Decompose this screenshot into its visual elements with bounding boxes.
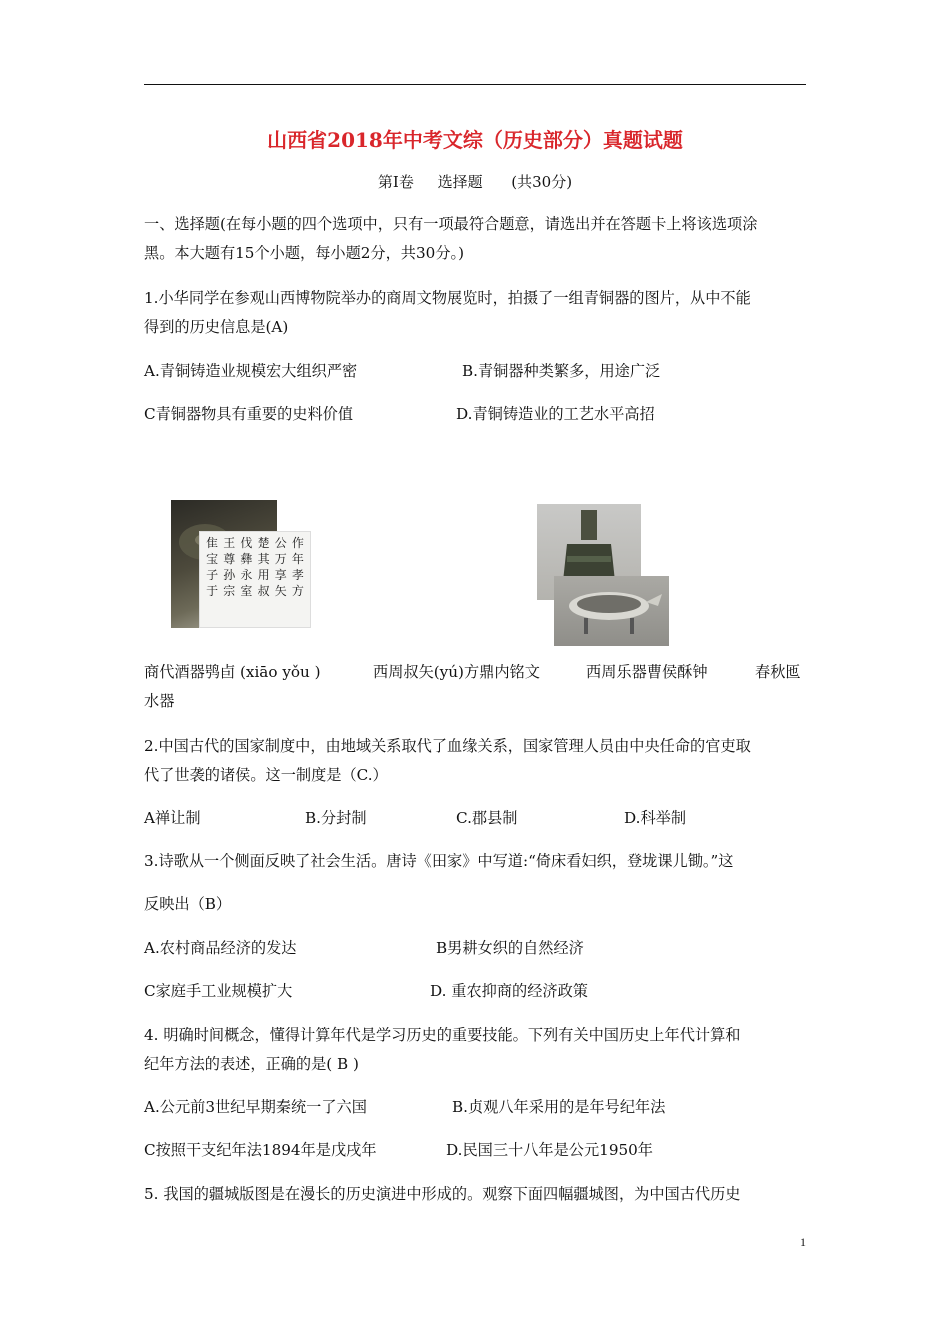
inscription-glyph: 孙 bbox=[223, 568, 236, 582]
page-title: 山西省2018年中考文综（历史部分）真题试题 bbox=[267, 128, 683, 152]
q2-option-c: C.郡县制 bbox=[456, 809, 518, 827]
inscription-glyph: 宗 bbox=[223, 584, 236, 598]
q2-stem-line1: 2.中国古代的国家制度中，由地域关系取代了血缘关系，国家管理人员由中央任命的官吏取 bbox=[144, 737, 751, 755]
inscription-glyph: 作 bbox=[291, 536, 304, 550]
caption-yi-vessel-cont: 水器 bbox=[144, 692, 175, 710]
inscription-glyph: 彝 bbox=[240, 552, 253, 566]
inscription-glyph: 于 bbox=[206, 584, 219, 598]
q4-option-b: B.贞观八年采用的是年号纪年法 bbox=[452, 1098, 666, 1116]
inscription-glyph: 王 bbox=[223, 536, 236, 550]
inscription-glyph: 万 bbox=[274, 552, 287, 566]
caption-yi-vessel: 春秋匜 bbox=[755, 663, 801, 681]
inscription-glyph: 隹 bbox=[206, 536, 219, 550]
inscription-glyph: 年 bbox=[291, 552, 304, 566]
header-rule bbox=[144, 84, 806, 85]
bronze-yi-water-vessel-photo bbox=[554, 576, 669, 646]
q3-option-a: A.农村商品经济的发达 bbox=[144, 939, 297, 957]
caption-bell: 西周乐器曹侯酥钟 bbox=[586, 663, 708, 681]
section-instructions-line1: 一、选择题(在每小题的四个选项中，只有一项最符合题意，请选出并在答题卡上将该选项涂 bbox=[144, 215, 758, 233]
q2-option-d: D.科举制 bbox=[624, 809, 687, 827]
inscription-glyph: 矢 bbox=[274, 584, 287, 598]
inscription-rubbing-photo bbox=[199, 531, 311, 628]
q1-stem-line1: 1.小华同学在参观山西博物院举办的商周文物展览时，拍摄了一组青铜器的图片，从中不能 bbox=[144, 289, 751, 307]
q3-stem-line2: 反映出（B） bbox=[144, 895, 232, 913]
q4-option-a: A.公元前3世纪早期秦统一了六国 bbox=[144, 1098, 367, 1116]
inscription-glyph: 孝 bbox=[291, 568, 304, 582]
q3-stem-line1: 3.诗歌从一个侧面反映了社会生活。唐诗《田家》中写道:“倚床看妇织，登垅课儿锄。”这 bbox=[144, 852, 734, 870]
inscription-glyph: 永 bbox=[240, 568, 253, 582]
inscription-glyph: 室 bbox=[240, 584, 253, 598]
q4-stem-line1: 4. 明确时间概念，懂得计算年代是学习历史的重要技能。下列有关中国历史上年代计算和 bbox=[144, 1026, 741, 1044]
inscription-glyph: 宝 bbox=[206, 552, 219, 566]
q5-stem-line1: 5. 我国的疆城版图是在漫长的历史演进中形成的。观察下面四幅疆城图，为中国古代历史 bbox=[144, 1185, 741, 1203]
q4-option-d: D.民国三十八年是公元1950年 bbox=[446, 1141, 653, 1159]
inscription-glyph: 其 bbox=[257, 552, 270, 566]
caption-inscription: 西周叔矢(yú)方鼎内铭文 bbox=[373, 663, 540, 681]
q2-stem-line2: 代了世袭的诸侯。这一制度是（C.） bbox=[144, 766, 388, 784]
inscription-glyph: 楚 bbox=[257, 536, 270, 550]
inscription-glyph: 方 bbox=[291, 584, 304, 598]
part-heading: 第Ⅰ卷 选择题 (共30分) bbox=[377, 173, 573, 191]
q1-option-a: A.青铜铸造业规模宏大组织严密 bbox=[144, 362, 358, 380]
q2-option-b: B.分封制 bbox=[305, 809, 367, 827]
q3-option-b: B男耕女织的自然经济 bbox=[436, 939, 584, 957]
inscription-glyph: 叔 bbox=[257, 584, 270, 598]
q1-option-c: C青铜器物具有重要的史料价值 bbox=[144, 405, 354, 423]
section-instructions-line2: 黑。本大题有15个小题，每小题2分，共30分。) bbox=[144, 244, 465, 262]
page-number: 1 bbox=[800, 1235, 806, 1249]
inscription-glyph: 尊 bbox=[223, 552, 236, 566]
q3-option-c: C家庭手工业规模扩大 bbox=[144, 982, 293, 1000]
q1-option-d: D.青铜铸造业的工艺水平高招 bbox=[456, 405, 655, 423]
inscription-glyph: 子 bbox=[206, 568, 219, 582]
inscription-glyph: 伐 bbox=[240, 536, 253, 550]
q4-option-c: C按照干支纪年法1894年是戊戌年 bbox=[144, 1141, 377, 1159]
q1-stem-line2: 得到的历史信息是(A) bbox=[144, 318, 289, 336]
q2-option-a: A禅让制 bbox=[144, 809, 201, 827]
inscription-glyph: 公 bbox=[274, 536, 287, 550]
q3-option-d: D. 重农抑商的经济政策 bbox=[430, 982, 588, 1000]
caption-owl-vessel: 商代酒器鸮卣 (xiāo yǒu ) bbox=[144, 663, 321, 681]
q1-option-b: B.青铜器种类繁多，用途广泛 bbox=[462, 362, 661, 380]
q4-stem-line2: 纪年方法的表述，正确的是( B ) bbox=[144, 1055, 359, 1073]
inscription-glyph: 享 bbox=[274, 568, 287, 582]
inscription-glyph: 用 bbox=[257, 568, 270, 582]
